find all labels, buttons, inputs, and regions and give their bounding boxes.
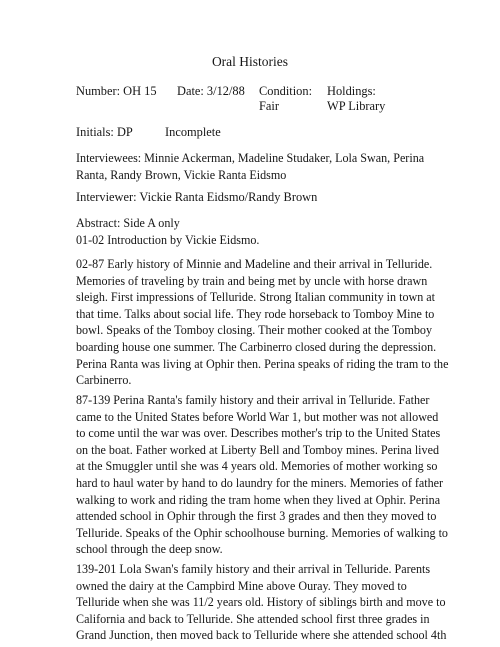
condition-value: Fair: [259, 99, 279, 113]
text-line: Telluride. Speaks of the Ophir schoolhouse burning. Memories of walking to: [76, 525, 448, 540]
text-line: that time. Talks about social life. They rode horseback to Tomboy Mine to: [76, 306, 435, 321]
text-line: California and back to Telluride. She attended school first three grades in: [76, 611, 430, 626]
text-line: to come until the war was over. Describes mother's trip to the United States: [76, 426, 441, 441]
text-line: 87-139 Perina Ranta's family history and their arrival in Telluride. Father: [76, 393, 430, 407]
abstract-paragraph: [76, 256, 488, 389]
abstract-paragraph: [76, 561, 488, 644]
text-line: on the boat. Father worked at Liberty Bell and Tomboy mines. Perina lived: [76, 442, 440, 457]
text-line: Telluride when she was 11/2 years old. History of siblings birth and move to: [76, 595, 446, 610]
text-line: came to the United States before World War 1, but mother was not allowed: [76, 409, 439, 424]
text-line: owned the dairy at the Campbird Mine above Ouray. They moved to: [76, 578, 407, 593]
text-line: sleigh. First impressions of Telluride. Strong Italian community in town at: [76, 290, 436, 305]
text-line: Abstract: Side A only: [76, 216, 180, 230]
abstract-paragraph: [76, 392, 488, 558]
status-text: Incomplete: [165, 125, 221, 139]
text-line: Ranta, Randy Brown, Vickie Ranta Eidsmo: [76, 167, 287, 182]
interviewer-line: Interviewer: Vickie Ranta Eidsmo/Randy Brown: [76, 190, 318, 204]
text-line: at the Smuggler until she was 4 years old. Memories of mother working so: [76, 459, 438, 474]
abstract-section: [76, 215, 488, 248]
holdings-value: WP Library: [327, 99, 386, 113]
text-line: boarding house one summer. The Carbinerro closed during the depression.: [76, 339, 437, 354]
text-line: bowl. Speaks of the Tomboy closing. Their mother cooked at the Tomboy: [76, 323, 433, 338]
text-line: 01-02 Introduction by Vickie Eidsmo.: [76, 232, 260, 247]
text-line: Memories of traveling by train and being met by uncle with horse drawn: [76, 273, 428, 288]
text-line: hard to haul water by hand to do laundry for the miners. Memories of father: [76, 475, 444, 490]
text-line: school through the deep snow.: [76, 542, 223, 557]
record-number: Number: OH 15: [76, 84, 157, 98]
text-line: Carbinerro.: [76, 373, 132, 388]
text-line: Interviewees: Minnie Ackerman, Madeline Studaker, Lola Swan, Perina: [76, 151, 425, 165]
record-date: Date: 3/12/88: [177, 84, 245, 98]
initials-label: Initials: DP: [76, 125, 133, 139]
page-title: Oral Histories: [211, 54, 289, 69]
interviewees-section: [76, 150, 488, 183]
text-line: Grand Junction, then moved back to Telluride where she attended school 4th: [76, 628, 447, 643]
holdings-label: Holdings:: [327, 84, 376, 98]
text-line: 139-201 Lola Swan's family history and their arrival in Telluride. Parents: [76, 562, 431, 576]
condition-label: Condition:: [259, 84, 313, 98]
text-line: walking to work and riding the tram home when they lived at Ophir. Perina: [76, 492, 441, 507]
text-line: Perina Ranta was living at Ophir then. Perina speaks of riding the tram to the: [76, 356, 449, 371]
text-line: attended school in Ophir through the first 3 grades and then they moved to: [76, 509, 437, 524]
text-line: 02-87 Early history of Minnie and Madeline and their arrival in Telluride.: [76, 257, 433, 271]
